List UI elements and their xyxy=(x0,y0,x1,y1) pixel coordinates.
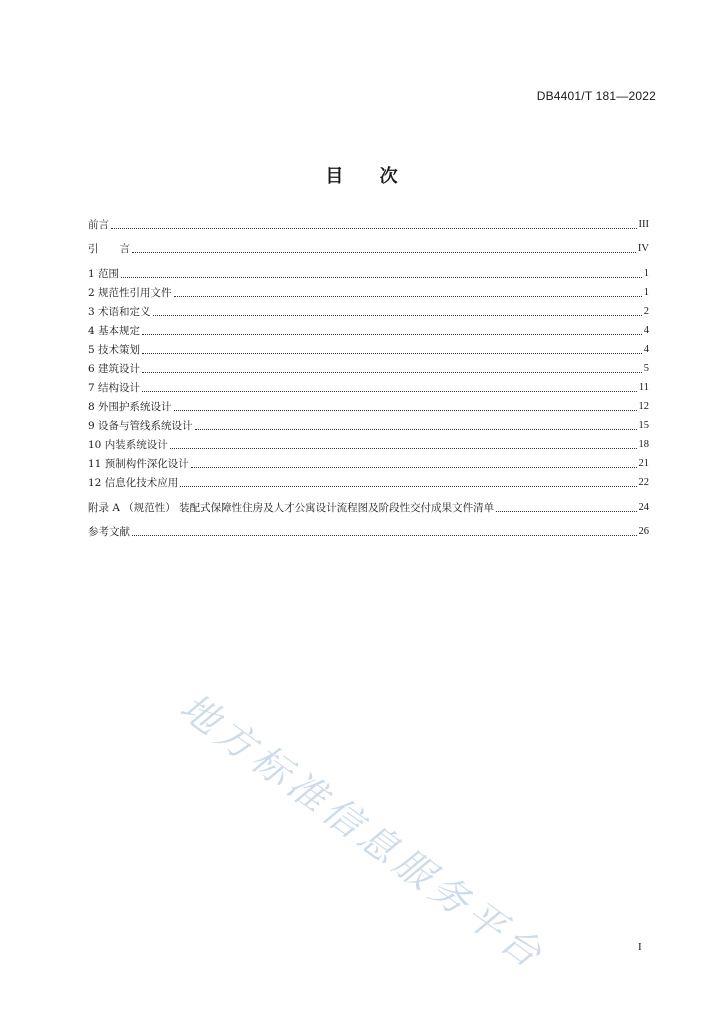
toc-entry-label: 4 基本规定 xyxy=(88,325,141,337)
toc-entry-basic-provisions[interactable] xyxy=(88,324,649,338)
toc-leader-dots xyxy=(195,429,637,430)
toc-entry-structural-design[interactable] xyxy=(88,381,649,395)
toc-entry-page: 15 xyxy=(638,420,649,431)
toc-entry-label: 1 范围 xyxy=(88,268,120,280)
toc-entry-label: 3 术语和定义 xyxy=(88,306,151,318)
toc-leader-dots xyxy=(496,511,636,512)
toc-entry-technical-planning[interactable] xyxy=(88,343,649,357)
toc-entry-page: 22 xyxy=(638,477,649,488)
toc-leader-dots xyxy=(121,277,642,278)
watermark: 地方标准信息服务平台 xyxy=(172,684,554,979)
toc-entry-label: 5 技术策划 xyxy=(88,344,141,356)
toc-entry-appendix-a[interactable] xyxy=(88,501,649,515)
toc-entry-page: 1 xyxy=(643,268,649,279)
toc-entry-bibliography[interactable] xyxy=(88,525,649,539)
toc-entry-label: 2 规范性引用文件 xyxy=(88,287,172,299)
toc-entry-page: IV xyxy=(637,243,649,254)
toc-entry-page: 2 xyxy=(643,306,649,317)
toc-entry-label: 9 设备与管线系统设计 xyxy=(88,420,193,432)
toc-entry-interior-system[interactable] xyxy=(88,438,649,452)
toc-entry-foreword[interactable] xyxy=(88,218,649,232)
toc-entry-page: 21 xyxy=(638,458,649,469)
toc-leader-dots xyxy=(180,486,636,487)
toc-entry-page: III xyxy=(638,219,649,230)
page-title: 目 次 xyxy=(325,166,399,187)
toc-leader-dots xyxy=(170,448,637,449)
toc-leader-dots xyxy=(132,252,636,253)
toc-entry-page: 5 xyxy=(643,363,649,374)
toc-entry-information-technology[interactable] xyxy=(88,476,649,490)
toc-leader-dots xyxy=(142,391,637,392)
toc-leader-dots xyxy=(174,410,637,411)
page-number: I xyxy=(638,941,642,953)
toc-entry-label: 10 内装系统设计 xyxy=(88,439,168,451)
toc-entry-page: 12 xyxy=(638,401,649,412)
toc-entry-prefab-components[interactable] xyxy=(88,457,649,471)
toc-entry-label: 6 建筑设计 xyxy=(88,363,141,375)
toc-entry-label: 参考文献 xyxy=(88,526,130,538)
toc-entry-page: 26 xyxy=(638,526,649,537)
toc-entry-architectural-design[interactable] xyxy=(88,362,649,376)
toc-entry-page: 4 xyxy=(643,344,649,355)
toc-entry-equipment-pipeline[interactable] xyxy=(88,419,649,433)
toc-entry-introduction[interactable] xyxy=(88,242,649,256)
toc-leader-dots xyxy=(111,228,637,229)
toc-entry-page: 24 xyxy=(638,502,649,513)
toc-leader-dots xyxy=(132,535,637,536)
toc-leader-dots xyxy=(142,334,642,335)
toc-entry-label: 7 结构设计 xyxy=(88,382,141,394)
toc-entry-page: 1 xyxy=(643,287,649,298)
toc-leader-dots xyxy=(142,353,642,354)
toc-entry-page: 11 xyxy=(638,382,649,393)
toc-entry-envelope-system[interactable] xyxy=(88,400,649,414)
toc-entry-label: 8 外围护系统设计 xyxy=(88,401,172,413)
toc-leader-dots xyxy=(153,315,642,316)
toc-entry-page: 4 xyxy=(643,325,649,336)
document-code: DB4401/T 181—2022 xyxy=(536,89,656,103)
toc-leader-dots xyxy=(191,467,637,468)
toc-leader-dots xyxy=(174,296,642,297)
toc-entry-label: 12 信息化技术应用 xyxy=(88,477,179,489)
toc-entry-page: 18 xyxy=(638,439,649,450)
toc-entry-terms[interactable] xyxy=(88,305,649,319)
toc-entry-label: 引 言 xyxy=(88,243,130,255)
toc-entry-label: 附录 A （规范性） 装配式保障性住房及人才公寓设计流程图及阶段性交付成果文件清单 xyxy=(88,502,495,514)
toc-entry-label: 11 预制构件深化设计 xyxy=(88,458,189,470)
toc-entry-label: 前言 xyxy=(88,219,109,231)
toc-entry-scope[interactable] xyxy=(88,267,649,281)
toc-entry-normative-references[interactable] xyxy=(88,286,649,300)
toc-leader-dots xyxy=(142,372,642,373)
